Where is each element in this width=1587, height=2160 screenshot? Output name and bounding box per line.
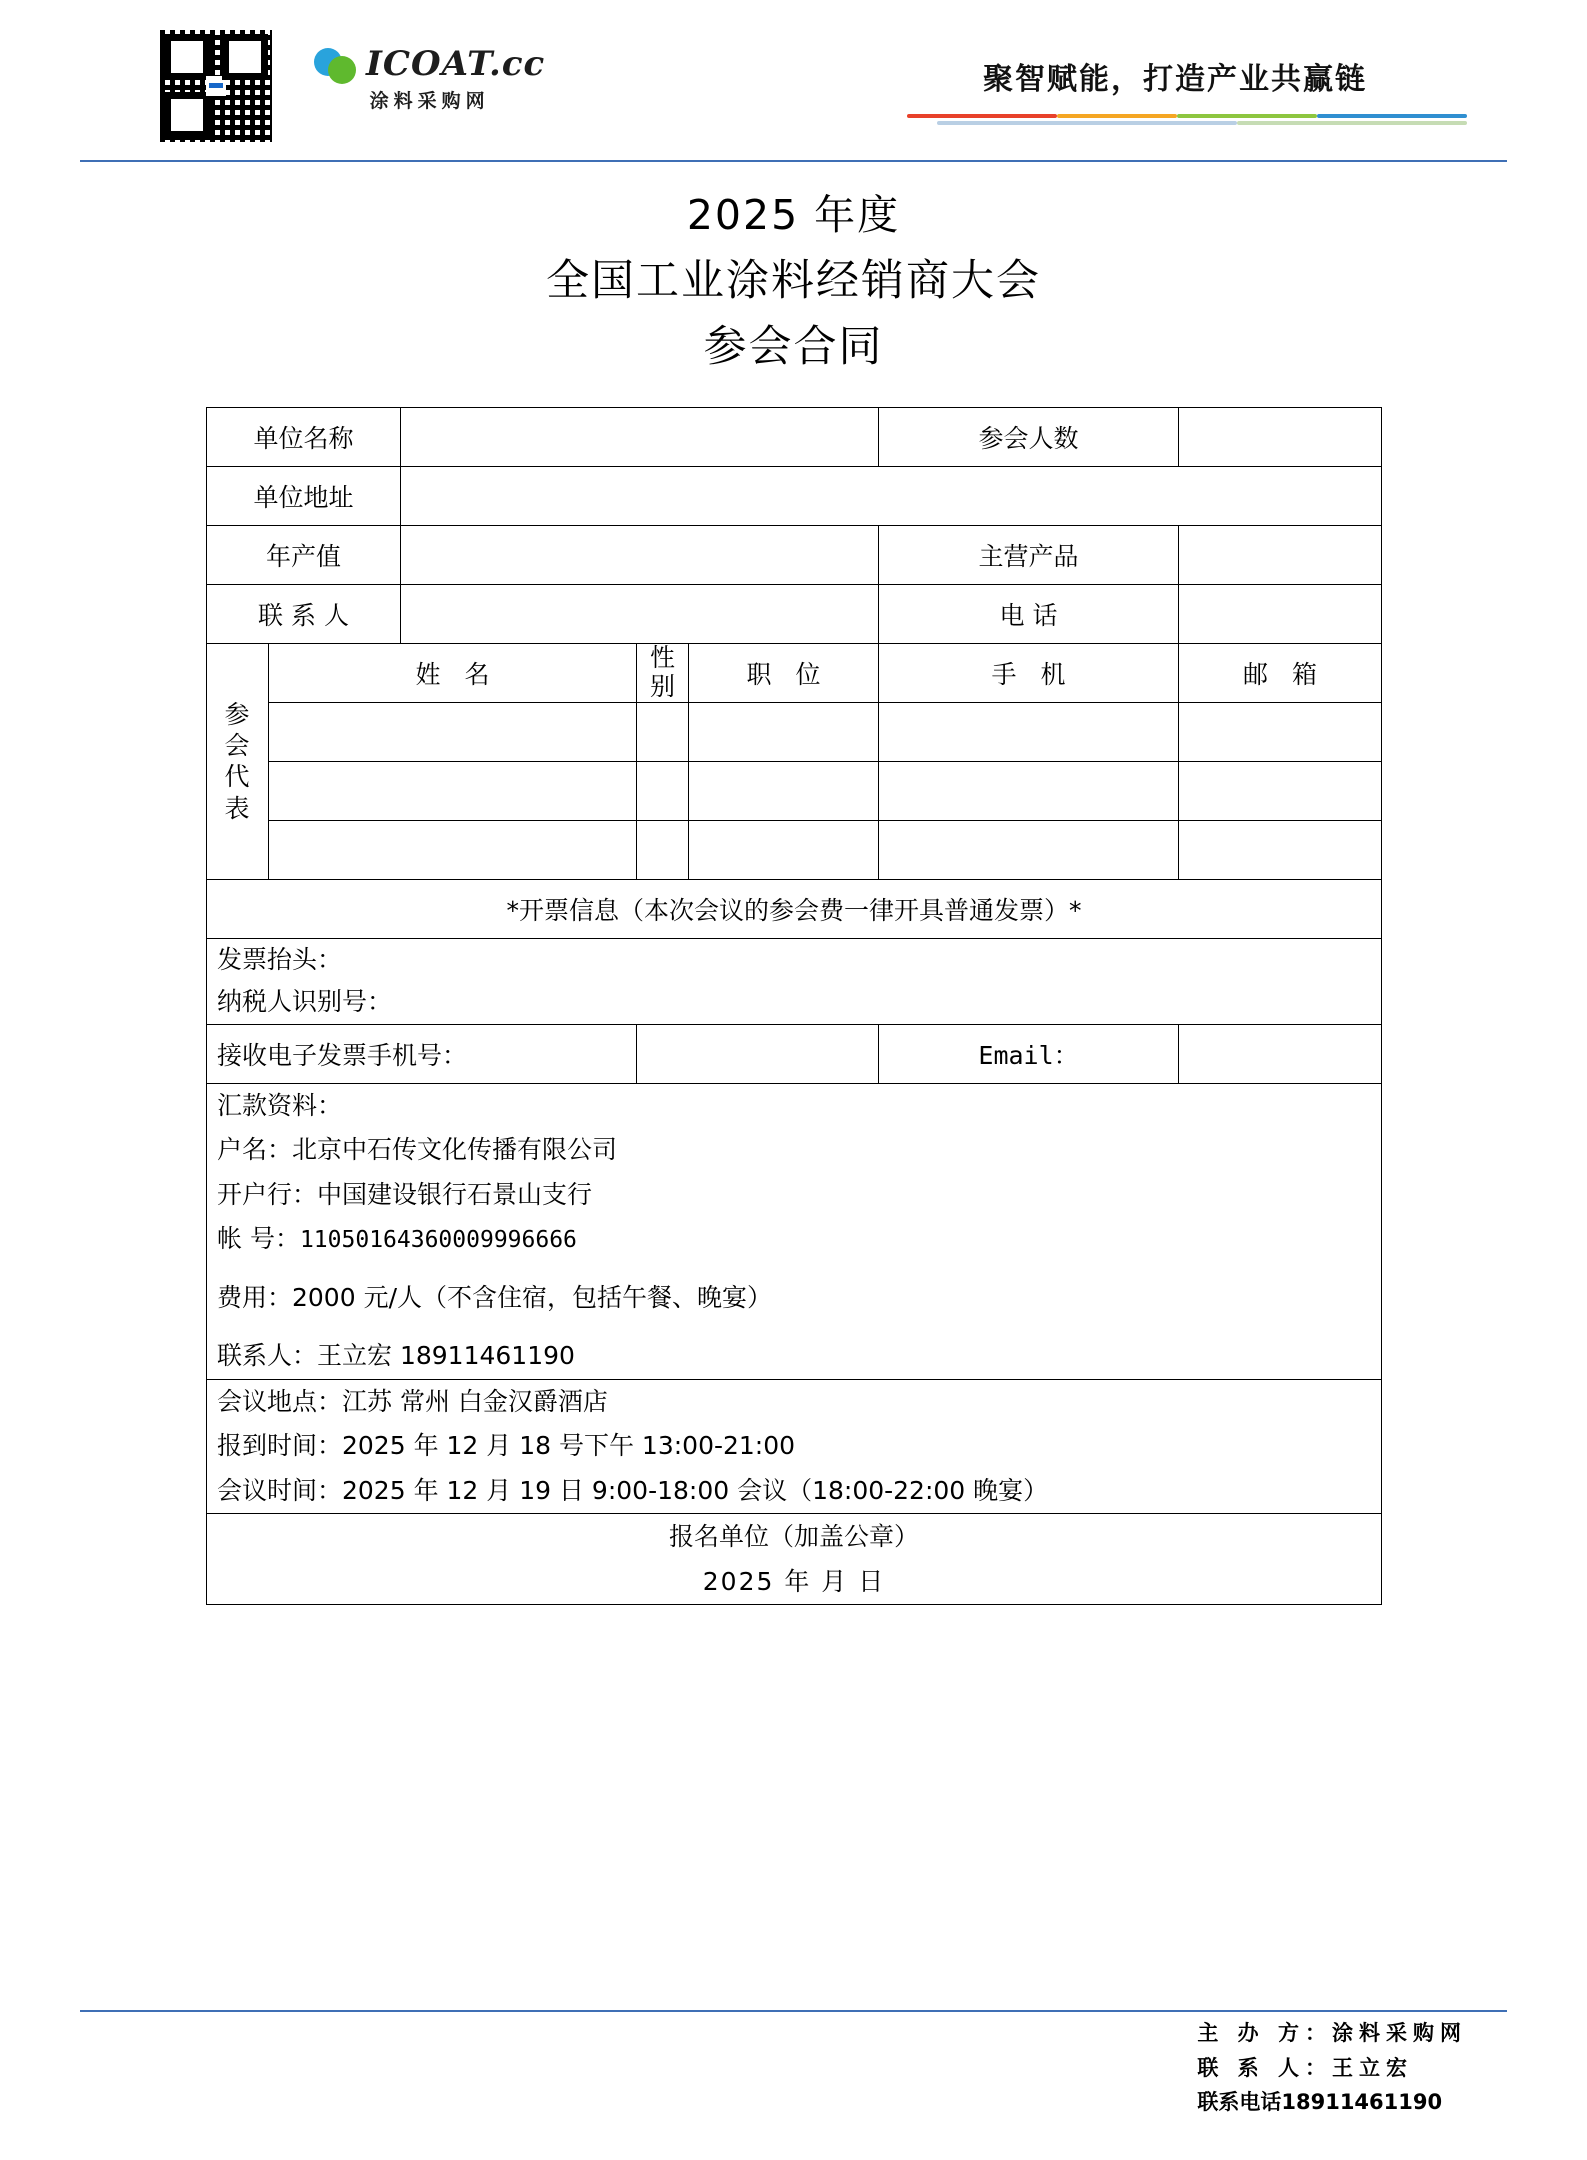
rep-label-char: 表 [224,793,251,823]
meeting-info-block [207,1379,1382,1514]
document-header [0,0,1587,150]
table-row [207,702,1382,761]
remittance-account-number: 11050164360009996666 [299,1227,577,1254]
email-field[interactable] [1179,1024,1382,1083]
company-name-label: 单位名称 [207,407,401,466]
rep-email-field[interactable] [1179,702,1382,761]
title-event: 全国工业涂料经销商大会 [546,255,1041,306]
rep-mobile-field[interactable] [879,820,1179,879]
footer-contact-person: 联 系 人：王立宏 [1197,2055,1413,2080]
table-row [207,1083,1382,1379]
rep-label-char: 代 [224,762,251,792]
contact-person-field[interactable] [401,584,879,643]
rep-position-field[interactable] [689,761,879,820]
footer-organizer: 主 办 方：涂料采购网 [1197,2021,1467,2046]
address-label: 单位地址 [207,466,401,525]
remittance-account-prefix: 帐 号： [217,1224,300,1254]
contract-form [206,407,1381,1606]
rep-header-email: 邮 箱 [1179,643,1382,702]
logo-wordmark: ICOAT.cc [366,44,546,84]
header-slogan: 聚智赋能，打造产业共赢链 [983,62,1367,97]
rep-email-field[interactable] [1179,761,1382,820]
meeting-schedule: 会议时间：2025 年 12 月 19 日 9:00-18:00 会议（18:00-22:00 晚宴） [217,1475,1049,1505]
email-label: Email： [879,1024,1179,1083]
annual-output-field[interactable] [401,525,879,584]
logo-dots-icon [314,44,360,84]
rep-header-position: 职 位 [689,643,879,702]
rep-name-field[interactable] [269,702,637,761]
efapiao-phone-field[interactable] [637,1024,879,1083]
remittance-account-number-row [217,1217,1371,1262]
header-divider [80,160,1507,162]
slogan-block [545,30,1467,126]
logo-subtitle: 涂料采购网 [369,90,490,112]
invoice-info-block[interactable] [207,938,1382,1024]
remittance-bank: 开户行：中国建设银行石景山支行 [217,1179,593,1209]
taxpayer-id-label: 纳税人识别号： [217,987,393,1017]
signature-block[interactable] [207,1514,1382,1605]
table-row [207,407,1382,466]
rep-header-name: 姓 名 [269,643,637,702]
phone-label: 电 话 [879,584,1179,643]
attendee-count-field[interactable] [1179,407,1382,466]
rep-header-gender: 性别 [637,643,689,702]
remittance-contact: 联系人：王立宏 18911461190 [217,1341,575,1371]
rep-gender-field[interactable] [637,761,689,820]
rep-name-field[interactable] [269,761,637,820]
rep-gender-field[interactable] [637,820,689,879]
title-doc-type: 参会合同 [703,322,884,373]
representatives-label [207,643,269,879]
rep-label-char: 会 [224,731,251,761]
table-row [207,643,1382,702]
meeting-venue: 会议地点：江苏 常州 白金汉爵酒店 [217,1386,608,1416]
rainbow-divider-icon [907,114,1467,126]
table-row [207,584,1382,643]
rep-header-mobile: 手 机 [879,643,1179,702]
contact-person-label: 联 系 人 [207,584,401,643]
remittance-block [207,1083,1382,1379]
rep-gender-field[interactable] [637,702,689,761]
brand-logo [314,30,545,113]
signature-company-line: 报名单位（加盖公章） [669,1522,920,1552]
table-row [207,525,1382,584]
rep-email-field[interactable] [1179,820,1382,879]
qr-code-icon [160,30,272,142]
rep-mobile-field[interactable] [879,702,1179,761]
table-row [207,820,1382,879]
remittance-heading: 汇款资料： [217,1090,343,1120]
company-name-field[interactable] [401,407,879,466]
address-field[interactable] [401,466,1382,525]
invoice-title-label: 发票抬头： [217,944,343,974]
rep-mobile-field[interactable] [879,761,1179,820]
table-row [207,879,1382,938]
phone-field[interactable] [1179,584,1382,643]
table-row [207,466,1382,525]
remittance-account-name: 户名：北京中石传文化传播有限公司 [217,1135,618,1165]
efapiao-phone-label: 接收电子发票手机号： [207,1024,637,1083]
table-row [207,1024,1382,1083]
signature-date-line: 2025 年 月 日 [702,1567,886,1597]
table-row [207,1379,1382,1514]
document-footer [1197,2016,1467,2120]
table-row [207,938,1382,1024]
page-title [0,184,1587,381]
main-product-field[interactable] [1179,525,1382,584]
attendee-count-label: 参会人数 [879,407,1179,466]
rep-name-field[interactable] [269,820,637,879]
rep-position-field[interactable] [689,820,879,879]
table-row [207,761,1382,820]
footer-contact-phone: 联系电话18911461190 [1197,2090,1443,2115]
table-row [207,1514,1382,1605]
title-year: 2025 年度 [686,191,901,239]
invoice-note: *开票信息（本次会议的参会费一律开具普通发票）* [207,879,1382,938]
footer-divider [80,2010,1507,2012]
meeting-checkin-time: 报到时间：2025 年 12 月 18 号下午 13:00-21:00 [217,1431,796,1461]
annual-output-label: 年产值 [207,525,401,584]
main-product-label: 主营产品 [879,525,1179,584]
rep-position-field[interactable] [689,702,879,761]
rep-label-char: 参 [224,699,251,729]
remittance-fee: 费用：2000 元/人（不含住宿，包括午餐、晚宴） [217,1282,772,1312]
